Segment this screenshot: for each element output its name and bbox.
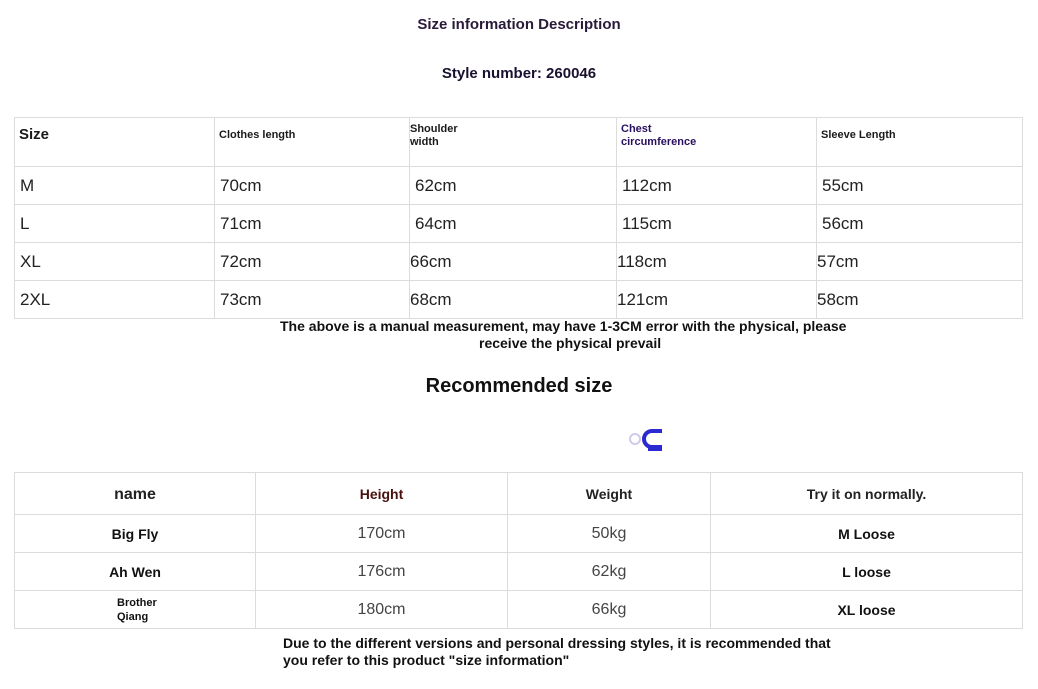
header-sleeve-length: Sleeve Length <box>817 118 1023 167</box>
cell-size: 2XL <box>15 281 215 319</box>
cell-weight: 50kg <box>508 515 711 553</box>
recommend-note-line1: Due to the different versions and personal dressing styles, it is recommended that <box>283 635 831 651</box>
cell-chest: 112cm <box>617 167 817 205</box>
cell-height: 180cm <box>256 591 508 629</box>
cell-shoulder-width: 62cm <box>410 167 617 205</box>
table-row <box>15 167 1023 205</box>
table-row <box>15 553 1023 591</box>
cell-chest: 118cm <box>617 243 817 281</box>
cell-sleeve-length: 55cm <box>817 167 1023 205</box>
table-row <box>15 281 1023 319</box>
cell-sleeve-length: 56cm <box>817 205 1023 243</box>
cell-name-line1: Brother <box>117 596 157 609</box>
recommended-table <box>14 472 1023 629</box>
cell-name <box>15 591 256 629</box>
cell-height: 170cm <box>256 515 508 553</box>
brand-logo-icon <box>628 428 666 452</box>
header-chest <box>617 118 817 167</box>
cell-size: M <box>15 167 215 205</box>
header-clothes-length: Clothes length <box>215 118 410 167</box>
cell-name-line2: Qiang <box>117 610 149 623</box>
header-shoulder-width <box>410 118 617 167</box>
header-name: name <box>15 473 256 515</box>
header-weight: Weight <box>508 473 711 515</box>
table-row <box>15 515 1023 553</box>
cell-chest: 115cm <box>617 205 817 243</box>
header-shoulder-line2: width <box>410 136 439 148</box>
cell-height: 176cm <box>256 553 508 591</box>
cell-weight: 62kg <box>508 553 711 591</box>
cell-chest: 121cm <box>617 281 817 319</box>
cell-shoulder-width: 64cm <box>410 205 617 243</box>
header-height: Height <box>256 473 508 515</box>
cell-shoulder-width: 68cm <box>410 281 617 319</box>
size-table <box>14 117 1023 319</box>
header-size: Size <box>15 118 215 167</box>
cell-clothes-length: 72cm <box>215 243 410 281</box>
table-row <box>15 591 1023 629</box>
cell-clothes-length: 70cm <box>215 167 410 205</box>
header-shoulder-line1: Shoulder <box>410 123 458 135</box>
cell-name: Ah Wen <box>15 553 256 591</box>
recommended-table-header <box>15 473 1023 515</box>
cell-size: XL <box>15 243 215 281</box>
cell-clothes-length: 73cm <box>215 281 410 319</box>
cell-sleeve-length: 58cm <box>817 281 1023 319</box>
recommended-title: Recommended size <box>425 375 613 397</box>
cell-fit: XL loose <box>711 591 1023 629</box>
header-fit: Try it on normally. <box>711 473 1023 515</box>
measurement-note-line1: The above is a manual measurement, may have 1-3CM error with the physical, please <box>280 318 847 334</box>
cell-fit: L loose <box>711 553 1023 591</box>
cell-name: Big Fly <box>15 515 256 553</box>
header-chest-line2: circumference <box>621 136 697 148</box>
cell-shoulder-width: 66cm <box>410 243 617 281</box>
cell-size: L <box>15 205 215 243</box>
measurement-note <box>280 318 880 352</box>
style-number: Style number: 260046 <box>441 65 597 82</box>
page-title: Size information Description <box>417 16 621 33</box>
table-row <box>15 205 1023 243</box>
recommend-note <box>283 635 883 669</box>
header-chest-line1: Chest <box>621 123 652 135</box>
cell-sleeve-length: 57cm <box>817 243 1023 281</box>
size-table-header <box>15 118 1023 167</box>
recommend-note-line2: you refer to this product "size information" <box>283 652 570 668</box>
measurement-note-line2: receive the physical prevail <box>479 335 662 351</box>
cell-fit: M Loose <box>711 515 1023 553</box>
table-row <box>15 243 1023 281</box>
cell-clothes-length: 71cm <box>215 205 410 243</box>
cell-weight: 66kg <box>508 591 711 629</box>
